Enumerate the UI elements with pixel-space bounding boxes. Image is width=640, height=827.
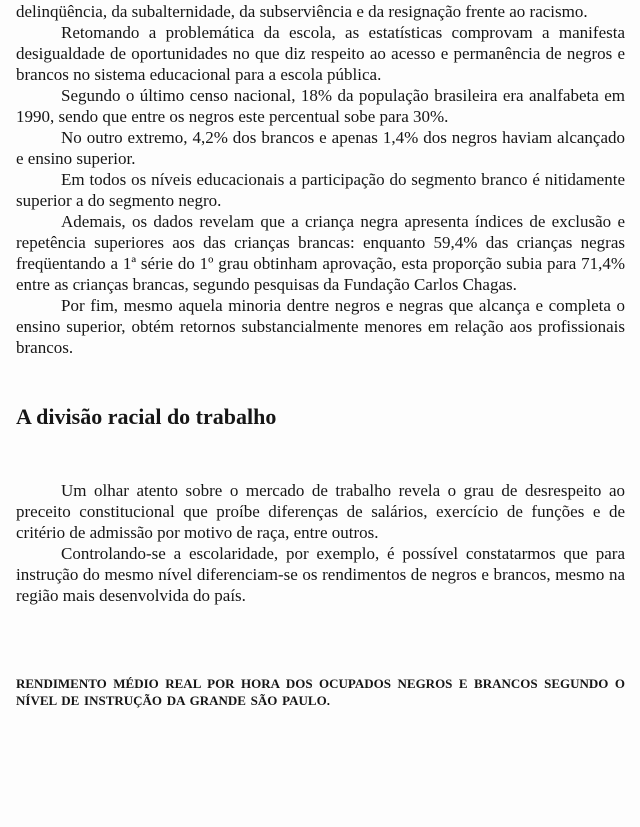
table-caption: RENDIMENTO MÉDIO REAL POR HORA DOS OCUPADOS NEGROS E BRANCOS SEGUNDO O NÍVEL DE INSTRUÇÃO DA GRANDE SÃO PAULO. (16, 676, 625, 708)
paragraph: Um olhar atento sobre o mercado de trabalho revela o grau de desrespeito ao preceito constitucional que proíbe diferenças de salários, exercício de funções e de critério de admissão por motivo de raça, entre outros. (16, 481, 625, 542)
paragraph: Por fim, mesmo aquela minoria dentre negros e negras que alcança e completa o ensino superior, obtém retornos substancialmente menores em relação aos profissionais brancos. (16, 296, 625, 357)
section-heading: A divisão racial do trabalho (16, 404, 277, 429)
paragraph: Segundo o último censo nacional, 18% da população brasileira era analfabeta em 1990, sendo que entre os negros este percentual sobe para 30%. (16, 86, 625, 126)
labor-section (16, 480, 625, 606)
paragraph: Em todos os níveis educacionais a participação do segmento branco é nitidamente superior a do segmento negro. (16, 170, 625, 210)
paragraph: No outro extremo, 4,2% dos brancos e apenas 1,4% dos negros haviam alcançado e ensino superior. (16, 128, 625, 168)
paragraph: Retomando a problemática da escola, as estatísticas comprovam a manifesta desigualdade de oportunidades no que diz respeito ao acesso e permanência de negros e brancos no sistema educacional para a escola pública. (16, 23, 625, 84)
paragraph-continuation: delinqüência, da subalternidade, da subserviência e da resignação frente ao racismo. (16, 2, 588, 21)
paragraph: Ademais, os dados revelam que a criança negra apresenta índices de exclusão e repetência superiores aos das crianças brancas: enquanto 59,4% das crianças negras freqüentando a 1ª série do 1º grau obtinham aprovação, esta proporção subia para 71,4% entre as crianças brancas, segundo pesquisas da Fundação Carlos Chagas. (16, 212, 625, 294)
intro-section (16, 1, 625, 358)
paragraph: Controlando-se a escolaridade, por exemplo, é possível constatarmos que para instrução do mesmo nível diferenciam-se os rendimentos de negros e brancos, mesmo na região mais desenvolvida do país. (16, 544, 625, 605)
